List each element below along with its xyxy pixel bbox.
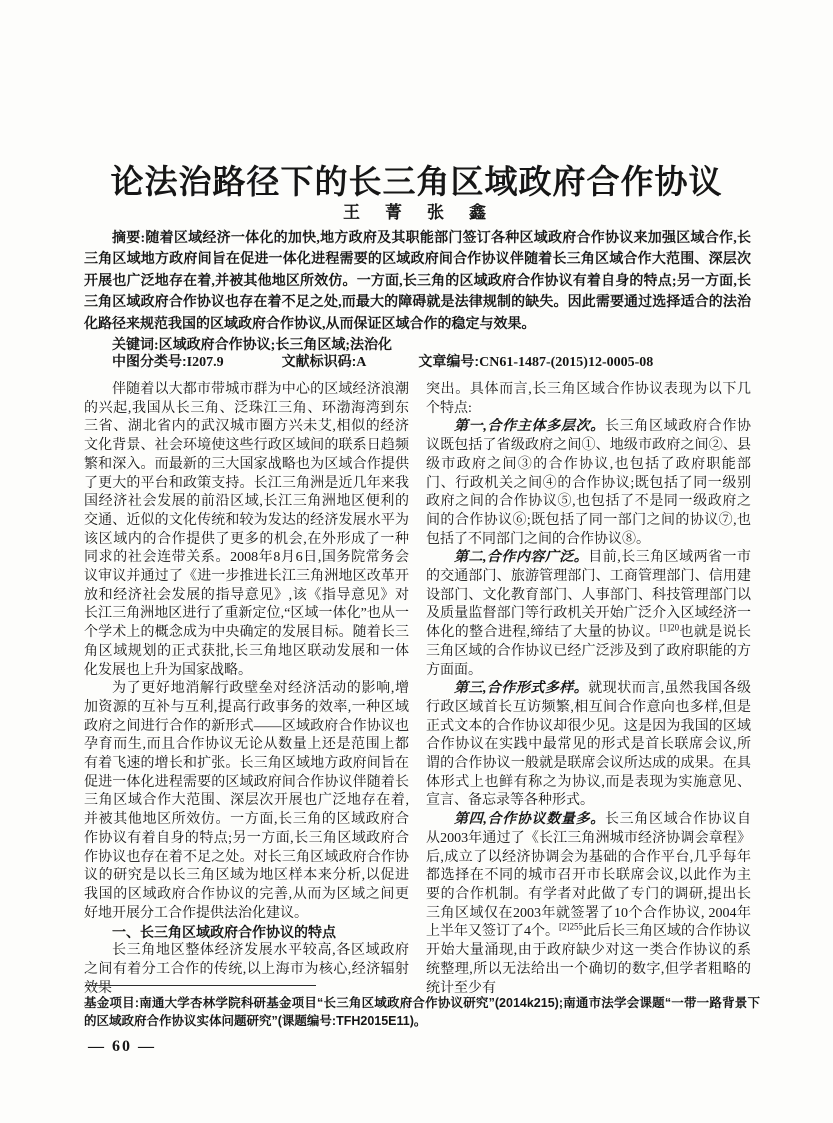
paragraph-intro-1: 伴随着以大都市带城市群为中心的区域经济浪潮的兴起,我国从长三角、泛珠江三角、环渤海湾到东三省、湖北省内的武汉城市圈方兴未艾,相似的经济文化背景、社会环境使这些行政区域间的联系日趋频繁和深入。而最新的三大国家战略也为区域合作提供了更大的平台和政策支持。长江三角洲是近几年来我国经济社会发展的前沿区域,长江三角洲地区便利的交通、近似的文化传统和较为发达的经济发展水平为该区域内的合作提供了更多的机会,在外形成了一种同求的社会连带关系。2008年8月6日,国务院常务会议审议并通过了《进一步推进长江三角洲地区改革开放和经济社会发展的指导意见》,该《指导意见》对长江三角洲地区进行了重新定位,“区域一体化”也从一个学术上的概念成为中央确定的发展目标。随着长三角区域规划的正式获批,长三角地区联动发展和一体化发展也上升为国家战略。 (84, 382, 409, 678)
article-id-value: CN61-1487-(2015)12-0005-08 (479, 355, 654, 370)
paragraph-continuation: 突出。具体而言,长三角区域合作协议表现为以下几个特点: (426, 382, 751, 416)
feature-2-text: 目前,长三角区域两省一市的交通部门、旅游管理部门、工商管理部门、信用建设部门、文化教育部门、人事部门、科技管理部门以及质量监督部门等行政机关开始广泛介入区域经济一体化的整合进程,缔结了大量的协议。 (426, 550, 752, 641)
citation-ref-1: [1]20 (659, 622, 680, 633)
paragraph-feature-3 (426, 680, 751, 811)
doc-code-value: A (356, 355, 367, 370)
abstract-label: 摘要: (112, 231, 146, 246)
keywords-text: 区域政府合作协议;长三角区域;法治化 (158, 338, 392, 354)
feature-4-text: 长三角区域合作协议自从2003年通过了《长江三角洲城市经济协调会章程》后,成立了以经济协调会为基础的合作平台,几乎每年都选择在不同的城市召开市长联席会议,以此作为主要的合作机制。有学者对此做了专门的调研,提出长三角区域仅在2003年就签署了10个合作协议, 2004年上半年又签订了4个。 (426, 812, 752, 940)
feature-1-lead: 第一,合作主体多层次。 (454, 419, 605, 435)
left-column (84, 381, 409, 998)
paragraph-section1-start: 长三角地区整体经济发展水平较高,各区域政府之间有着分工合作的传统,以上海市为核心,经济辐射效果 (84, 943, 409, 996)
page-title: 论法治路径下的长三角区域政府合作协议 (110, 163, 723, 201)
paragraph-feature-4 (426, 811, 751, 998)
funding-text: 南通大学杏林学院科研基金项目“长三角区域政府合作协议研究”(2014k215);南通市法学会课题“一带一路背景下的区域政府合作协议实体问题研究”(课题编号:TFH2015E11)。 (84, 996, 760, 1028)
abstract-text: 随着区域经济一体化的加快,地方政府及其职能部门签订各种区域政府合作协议来加强区域合作,长三角区域地方政府间旨在促进一体化进程需要的区域政府间合作协议伴随着长三角区域合作大范围、深层次开展也广泛地存在着,并被其他地区所效仿。一方面,长三角的区域政府合作协议有着自身的特点;另一方面,长三角区域政府合作协议也存在着不足之处,而最大的障碍就是法律规制的缺失。因此需要通过选择适合的法治化路径来规范我国的区域政府合作协议,从而保证区域合作的稳定与效果。 (84, 231, 751, 332)
doc-code-label: 文献标识码: (281, 353, 357, 369)
feature-3-text: 就现状而言,虽然我国各级行政区域首长互访频繁,相互间合作意向也多样,但是正式文本的合作协议却很少见。这是因为我国的区域合作协议在实践中最常见的形式是首长联席会议,所谓的合作协议一般就是联席会议所达成的成果。在具体形式上也鲜有称之为协议,而是表现为实施意见、宣言、备忘录等各种形式。 (426, 681, 752, 809)
feature-4-lead: 第四,合作协议数量多。 (454, 812, 605, 828)
clc-label: 中图分类号: (112, 353, 187, 369)
right-column (426, 381, 751, 998)
paragraph-feature-2 (426, 549, 751, 680)
keywords-label: 关键词: (112, 338, 159, 354)
funding-label: 基金项目: (84, 996, 139, 1010)
feature-2-text-cont: 也就是说长三角区域的合作协议已经广泛涉及到了政府职能的方方面面。 (426, 625, 752, 678)
feature-2-lead: 第二,合作内容广泛。 (454, 550, 589, 566)
clc-value: I207.9 (186, 355, 224, 370)
abstract-paragraph (84, 228, 751, 335)
page-number: — 60 — (88, 1038, 156, 1055)
article-id-label: 文章编号: (418, 353, 480, 369)
section-heading-1: 一、长三角区域政府合作协议的特点 (112, 924, 336, 941)
authors-line: 王 菁 张 鑫 (343, 203, 490, 222)
meta-line (84, 351, 751, 373)
funding-footnote (84, 995, 760, 1030)
funding-footnote-text (84, 995, 760, 1030)
paragraph-intro-2: 为了更好地消解行政壁垒对经济活动的影响,增加资源的互补与互利,提高行政事务的效率,一种区域政府之间进行合作的新形式——区域政府合作协议也孕育而生,而且合作协议无论从数量上还是范围上都有着飞速的增长和扩张。长三角区域地方政府间旨在促进一体化进程需要的区域政府间合作协议伴随着长三角区域合作大范围、深层次开展也广泛地存在着,并被其他地区所效仿。一方面,长三角的区域政府合作协议有着自身的特点;另一方面,长三角区域政府合作协议也存在着不足之处。对长三角区域政府合作协议的研究是以长三角区域为地区样本来分析,以促进我国的区域政府合作协议的完善,从而为区域之间更好地开展分工合作提供法治化建议。 (84, 681, 409, 921)
body-columns (84, 381, 751, 998)
paragraph-feature-1 (426, 418, 751, 549)
feature-3-lead: 第三,合作形式多样。 (454, 681, 589, 697)
footnote-separator (85, 985, 316, 986)
feature-1-text: 长三角区域政府合作协议既包括了省级政府之间①、地级市政府之间②、县级市政府之间③的合作协议,也包括了政府职能部门、行政机关之间④的合作协议;既包括了同一级别政府之间的合作协议⑤,也包括了不是同一级政府之间的合作协议⑥;既包括了同一部门之间的协议⑦,也包括了不同部门之间的合作协议⑧。 (426, 419, 752, 547)
feature-4-text-cont: 此后长三角区域的合作协议开始大量涌现,由于政府缺少对这一类合作协议的系统整理,所以无法给出一个确切的数字,但学者粗略的统计至少有 (426, 924, 751, 996)
abstract-block (84, 228, 751, 356)
citation-ref-2: [2]255 (559, 921, 583, 932)
